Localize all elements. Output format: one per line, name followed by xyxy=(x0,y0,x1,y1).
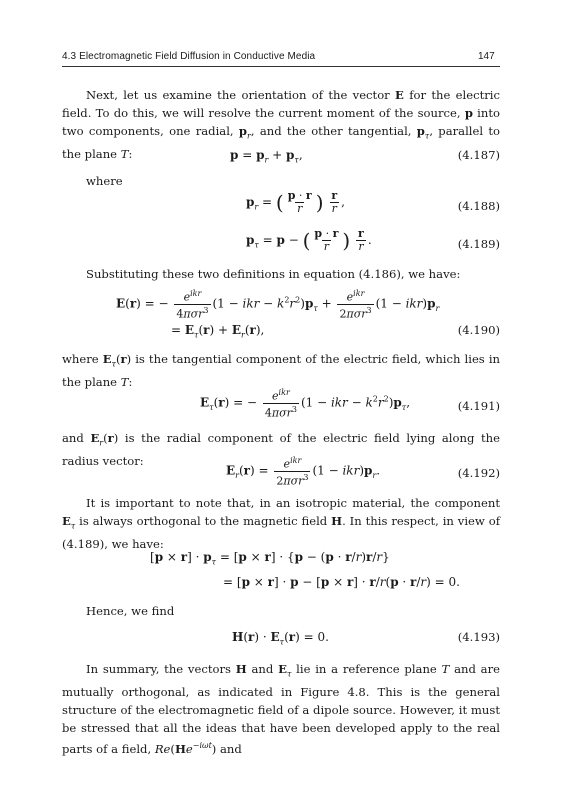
equation-4-188: $p_r$ = ( $\frac{p \cdot r}{r}$ ) $\frac{r}{r}$ , xyxy=(246,189,345,215)
equation-number-4-190: (4.190) xyxy=(457,323,500,337)
paragraph-6: Hence, we find xyxy=(86,604,175,618)
equation-number-4-188: (4.188) xyxy=(457,199,500,213)
equation-4-190-line-1: E(r) = − $\frac{e^{ikr}}{4\pi\sigma r^3}$ (1 − ikr − $k^2r^2)p_\tau$ + $\frac{e^{ikr}}{2\pi\sigma r^3}$ $(1 - ikr)p_r$ xyxy=(116,289,440,321)
paragraph-3: where $E_\tau(r)$ is the tangential component of the electric field, which lies in the plane T: xyxy=(62,352,500,390)
equation-number-4-193: (4.193) xyxy=(457,630,500,644)
equation-4-191: $E_\tau(r)$ = − $\frac{e^{ikr}}{4\pi\sigma r^3}$ (1 − ikr − $k^2r^2)p_\tau$, xyxy=(200,388,411,420)
running-header-section: 4.3 Electromagnetic Field Diffusion in Conductive Media xyxy=(62,51,316,62)
paragraph-5: It is important to note that, in an isotropic material, the component $E_\tau$ is always orthogonal to the magnetic field H. In this respect, in view of (4.189), we have: xyxy=(62,496,501,552)
equation-orthogonality-line-1: $[p \times r] \cdot p_\tau = [p \times r] \cdot \{p - (p \cdot r/r)r/r\}$ xyxy=(150,550,390,567)
paragraph-1: Next, let us examine the orientation of the vector E for the electric field. To do this, we will resolve the current moment of the source, p into two components, one radial, $p_r$, and the other tangential, $p_\tau$, parallel to the plane T: xyxy=(62,88,501,162)
paragraph-2: Substituting these two definitions in equation (4.186), we have: xyxy=(86,267,461,281)
equation-4-192: $E_r(r)$ = $\frac{e^{ikr}}{2\pi\sigma r^3}$ $(1 - ikr)p_r$. xyxy=(226,456,381,488)
equation-orthogonality-line-2: = [p × r] · p − [p × r] · r/r(p · r/r) = 0. xyxy=(223,575,460,589)
equation-number-4-191: (4.191) xyxy=(457,399,500,413)
equation-4-189: $p_\tau = p$ − ( $\frac{p \cdot r}{r}$ ) $\frac{r}{r}$ . xyxy=(246,227,372,253)
paragraph-4: and $E_r(r)$ is the radial component of the electric field lying along the radius vector: xyxy=(62,431,500,469)
equation-number-4-189: (4.189) xyxy=(457,237,500,251)
equation-4-187: $p = p_r + p_\tau$, xyxy=(230,148,303,165)
paragraph-7: In summary, the vectors H and $E_\tau$ lie in a reference plane T and are mutually orthogonal, as indicated in Figure 4.8. This is the general structure of the electromagnetic field of a dipole source. However, it must be stressed that all the ideas that have been developed apply to the real parts of a field, $Re(He^{-i\omega t})$ and xyxy=(62,662,500,757)
equation-4-193: $H(r) \cdot E_\tau(r) = 0$. xyxy=(232,630,329,647)
equation-number-4-192: (4.192) xyxy=(457,466,500,480)
equation-number-4-187: (4.187) xyxy=(457,148,500,162)
where-label: where xyxy=(86,174,123,188)
header-rule xyxy=(62,66,500,67)
equation-4-190-line-2: = $E_\tau(r) + E_r(r)$, xyxy=(171,323,265,340)
page-number: 147 xyxy=(478,51,495,62)
